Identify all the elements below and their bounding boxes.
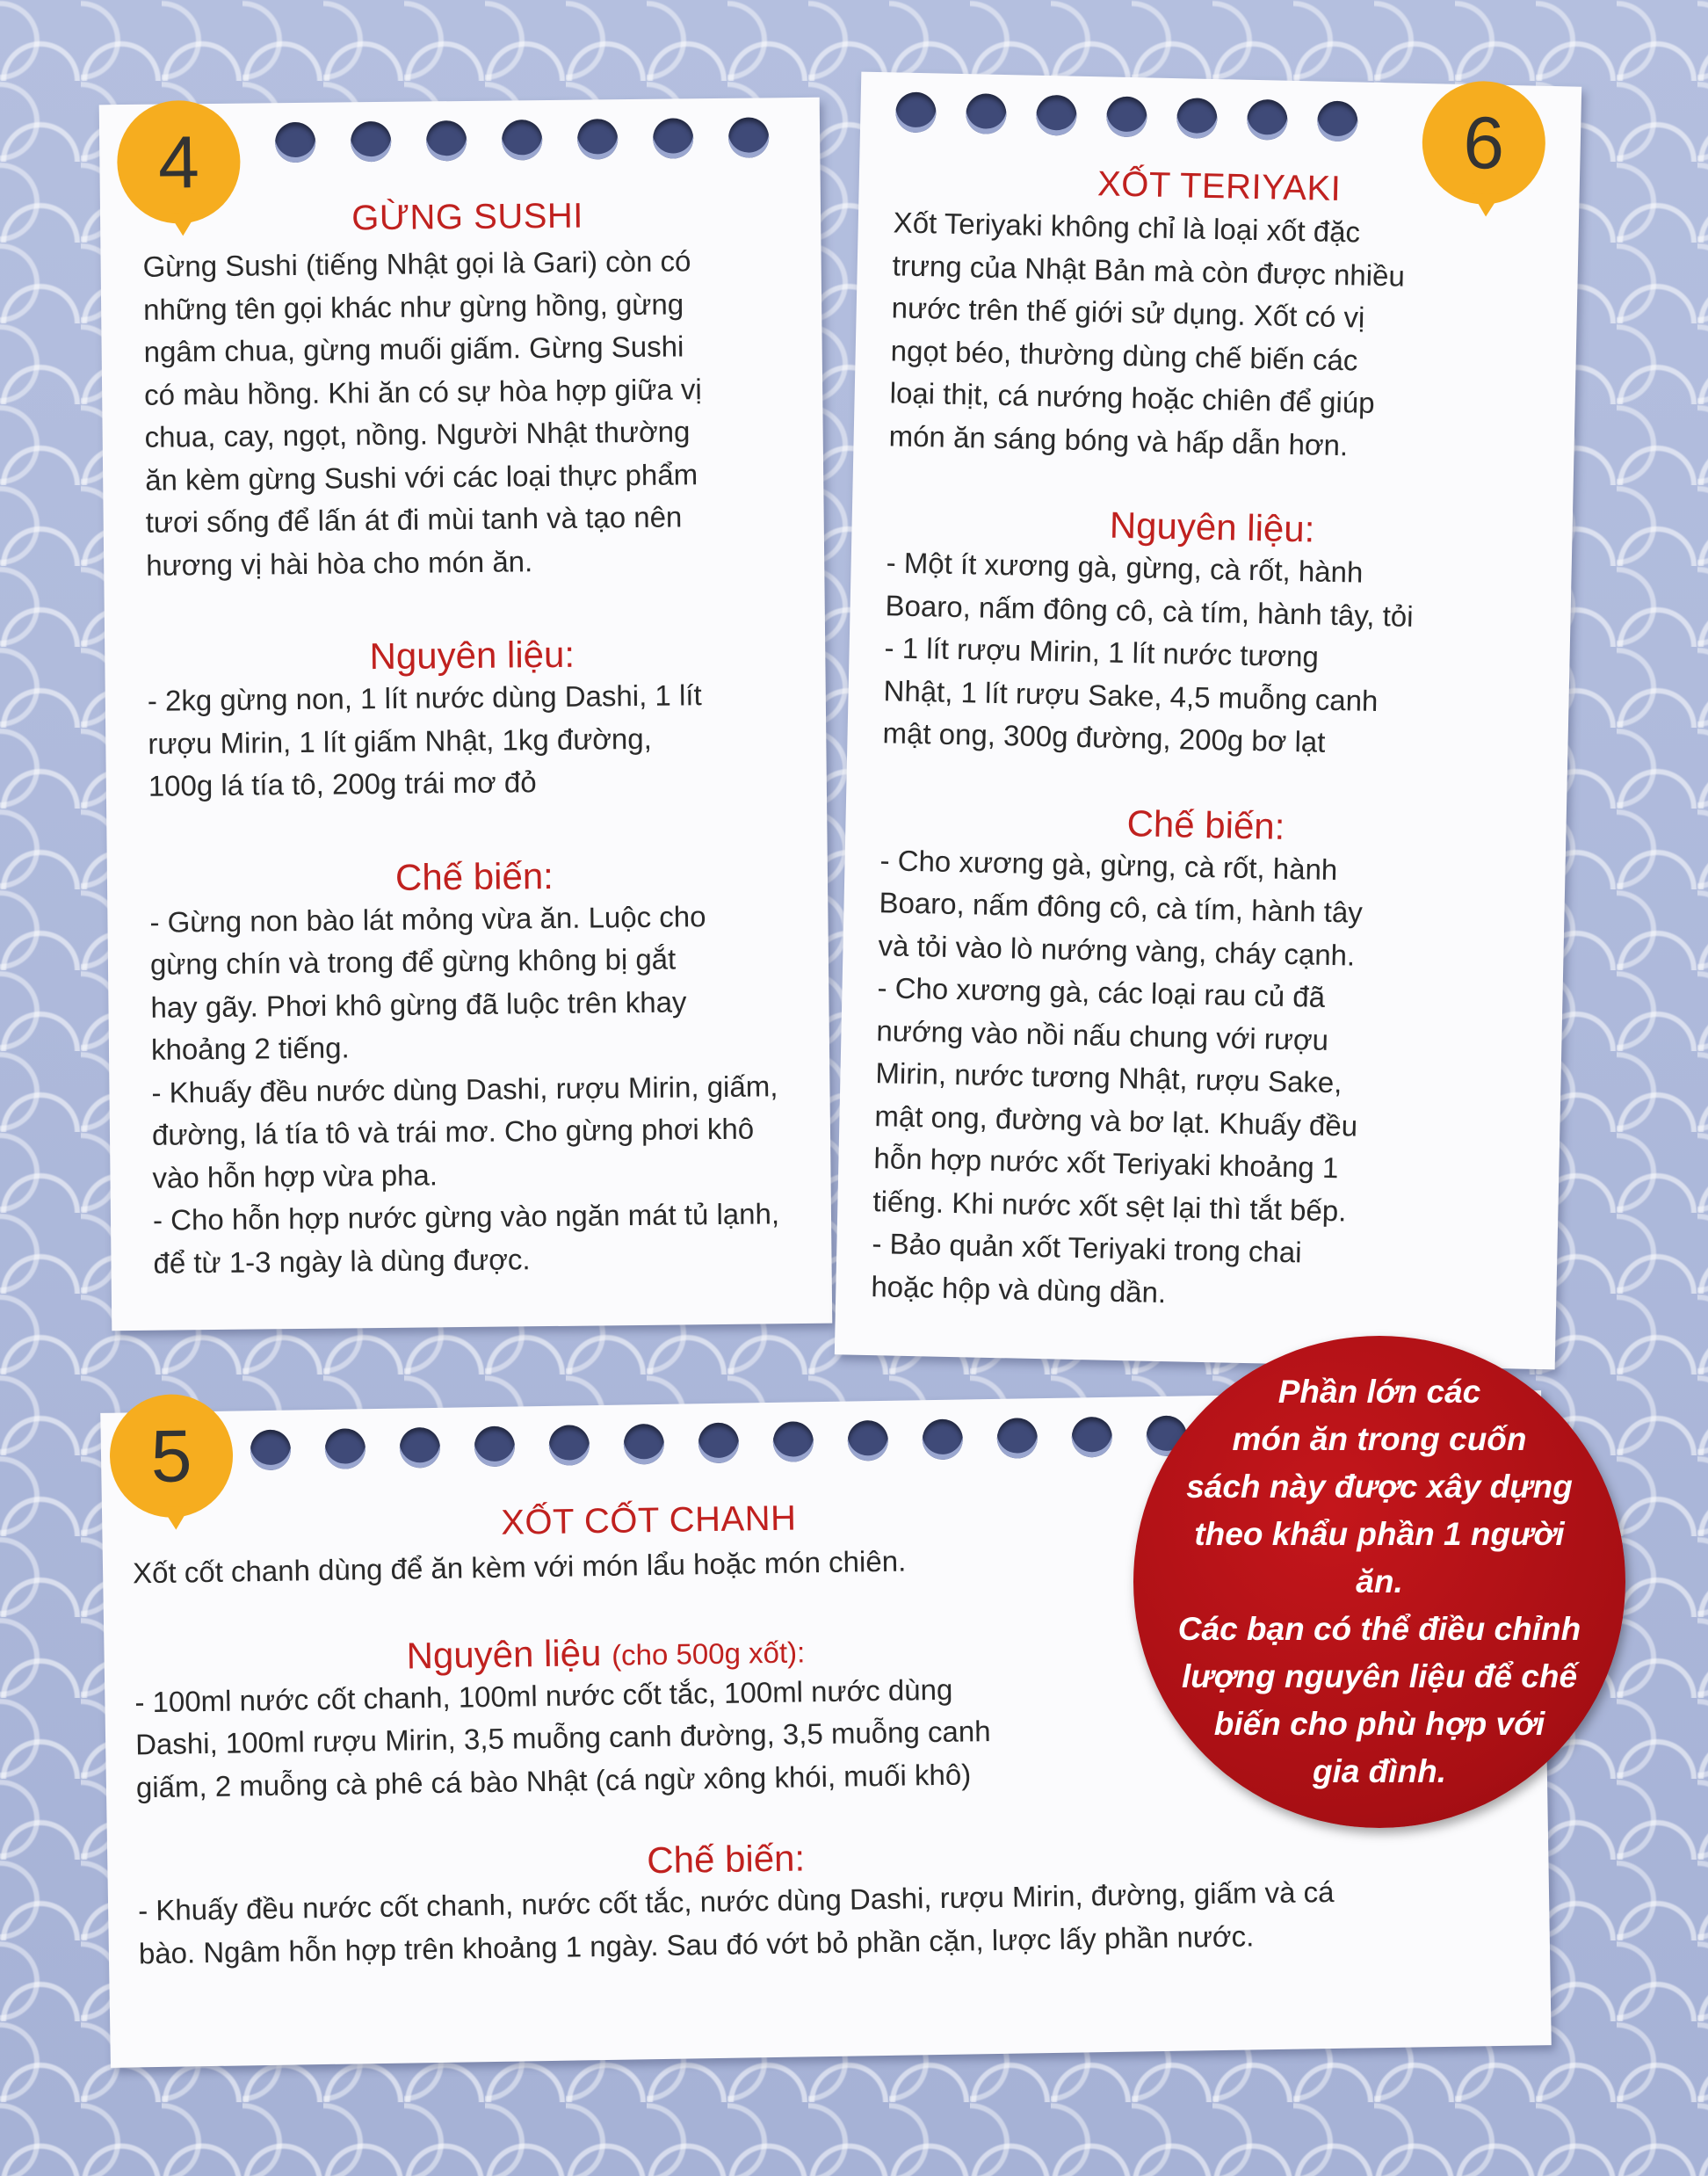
hole	[502, 120, 542, 160]
serving-note-circle	[1133, 1336, 1625, 1828]
hole	[577, 119, 618, 159]
hole	[400, 1427, 441, 1469]
hole	[698, 1423, 740, 1464]
hole	[275, 122, 315, 163]
hole	[474, 1426, 516, 1468]
hole	[325, 1428, 366, 1469]
ingredients-note: (cho 500g xốt):	[611, 1635, 806, 1672]
recipe-number-badge: 6	[1421, 80, 1546, 206]
hole	[728, 117, 769, 157]
hole	[996, 1418, 1038, 1459]
hole	[895, 91, 937, 133]
ingredients-heading: Nguyên liệu:	[1109, 504, 1315, 550]
serving-note-text: Phần lớn các món ăn trong cuốn sách này được xây dựng theo khẩu phần 1 người ăn. Các bạn có thể điều chỉnh lượng nguyên liệu để chế biến cho phù hợp với gia đình.	[1177, 1374, 1581, 1789]
hole	[1106, 96, 1147, 137]
ingredients-heading: Nguyên liệu:	[369, 633, 575, 678]
ingredients-text: - Một ít xương gà, gừng, cà rốt, hành Boaro, nấm đông cô, cà tím, hành tây, tỏi - 1 lít rượu Mirin, 1 lít nước tương Nhật, 1 lít rượu Sake, 4,5 muỗng canh mật ong, 300g đường, 200g bơ lạt	[882, 546, 1414, 758]
card-xot-teriyaki	[835, 72, 1581, 1370]
ingredients-text: - 100ml nước cốt chanh, 100ml nước cốt tắc, 100ml nước dùng Dashi, 100ml rượu Mirin, 3,5 muỗng canh đường, 3,5 muỗng canh giấm, 2 muỗng cà phê cá bào Nhật (cá ngừ xông khói, muối khô)	[134, 1672, 991, 1803]
method-heading: Chế biến:	[646, 1837, 806, 1882]
hole	[1176, 98, 1218, 139]
recipe-number-badge: 5	[109, 1394, 234, 1519]
recipe-title: XỐT CỐT CHANH	[500, 1498, 797, 1542]
card-gung-sushi	[99, 98, 833, 1331]
hole	[351, 121, 391, 162]
hole	[1071, 1417, 1112, 1458]
recipe-intro: Xốt cốt chanh dùng để ăn kèm với món lẩu hoặc món chiên.	[132, 1544, 907, 1590]
hole	[966, 93, 1007, 134]
hole	[1317, 100, 1358, 141]
hole	[653, 118, 693, 158]
method-text: - Khuấy đều nước cốt chanh, nước cốt tắc, nước dùng Dashi, rượu Mirin, đường, giấm và cá bào. Ngâm hỗn hợp trên khoảng 1 ngày. Sau đó vớt bỏ phần cặn, lược lấy phần nước.	[137, 1875, 1335, 1969]
recipe-title: GỪNG SUSHI	[351, 196, 584, 238]
hole	[1247, 99, 1288, 141]
hole	[773, 1421, 814, 1462]
hole	[624, 1424, 665, 1465]
recipe-intro: Xốt Teriyaki không chỉ là loại xốt đặc trưng của Nhật Bản mà còn được nhiều nước trên thế giới sử dụng. Xốt có vị ngọt béo, thường dùng chế biến các loại thịt, cá nướng hoặc chiên để giúp món ăn sáng bóng và hấp dẫn hơn.	[888, 206, 1406, 461]
hole	[922, 1419, 963, 1461]
recipe-title: XỐT TERIYAKI	[1096, 164, 1342, 209]
method-heading: Chế biến:	[1126, 801, 1285, 847]
hole	[250, 1430, 292, 1471]
ingredients-text: - 2kg gừng non, 1 lít nước dùng Dashi, 1 lít rượu Mirin, 1 lít giấm Nhật, 1kg đường, 100g lá tía tô, 200g trái mơ đỏ	[147, 678, 702, 802]
method-text: - Gừng non bào lát mỏng vừa ăn. Luộc cho gừng chín và trong để gừng không bị gắt hay gãy. Phơi khô gừng đã luộc trên khay khoảng 2 tiếng. - Khuấy đều nước dùng Dashi, rượu Mirin, giấm, đường, lá tía tô và trái mơ. Cho gừng phơi khô vào hỗn hợp vừa pha. - Cho hỗn hợp nước gừng vào ngăn mát tủ lạnh, để từ 1-3 ngày là dùng được.	[149, 899, 780, 1280]
recipe-number-badge: 4	[117, 100, 241, 224]
ingredients-heading: Nguyên liệu	[406, 1631, 602, 1676]
recipe-intro: Gừng Sushi (tiếng Nhật gọi là Gari) còn có những tên gọi khác như gừng hồng, gừng ngâm chua, gừng muối giấm. Gừng Sushi có màu hồng. Khi ăn có sự hòa hợp giữa vị chua, cay, ngọt, nồng. Người Nhật thường ăn kèm gừng Sushi với các loại thực phẩm tươi sống để lấn át đi mùi tanh và tạo nên hương vị hài hòa cho món ăn.	[142, 244, 702, 582]
hole	[426, 120, 467, 161]
hole	[1036, 95, 1077, 136]
method-text: - Cho xương gà, gừng, cà rốt, hành Boaro, nấm đông cô, cà tím, hành tây và tỏi vào lò nướng vàng, cháy cạnh. - Cho xương gà, các loại rau củ đã nướng vào nồi nấu chung với rượu Mirin, nước tương Nhật, rượu Sake, mật ong, đường và bơ lạt. Khuấy đều hỗn hợp nước xốt Teriyaki khoảng 1 tiếng. Khi nước xốt sệt lại thì tắt bếp. - Bảo quản xốt Teriyaki trong chai hoặc hộp và dùng dần.	[871, 843, 1364, 1309]
hole	[847, 1420, 888, 1462]
hole	[549, 1425, 590, 1466]
method-heading: Chế biến:	[394, 854, 554, 898]
